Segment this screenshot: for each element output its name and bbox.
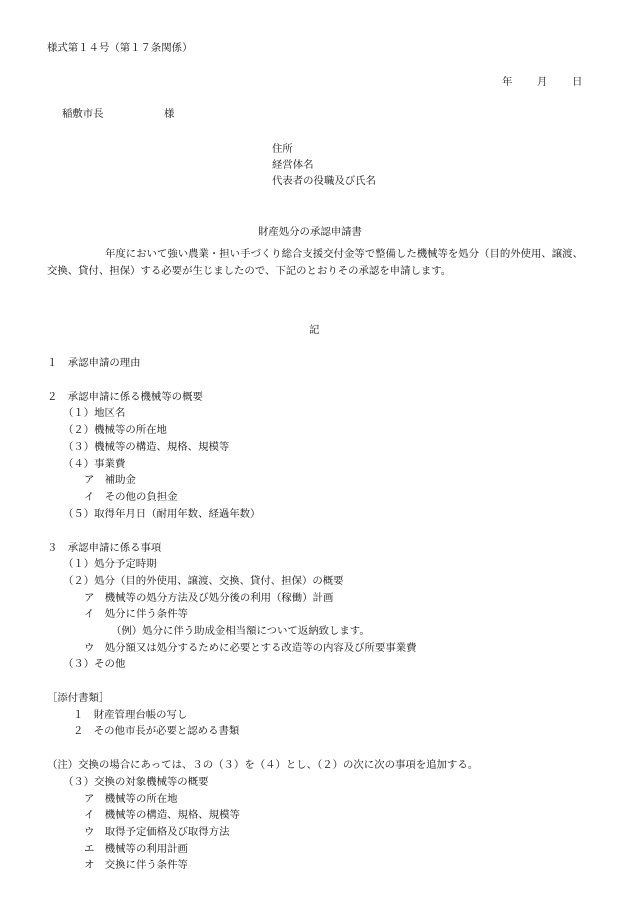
item-3-2-u: ウ 処分額又は処分するために必要とする改造等の内容及び所要事業費 [84,642,417,654]
item-2-3: （３）機械等の構造、規格、規模等 [63,441,230,453]
note-sub-heading: （３）交換の対象機械等の概要 [63,776,209,788]
body-text: 年度において強い農業・担い手づくり総合支援交付金等で整備した機械等を処分（目的外使用、譲渡、交換、貸付、担保）する必要が生じましたので、下記のとおりその承認を申請します。 [47,248,583,277]
note-item-e: エ 機械等の利用計画 [84,843,188,855]
note-item-a: ア 機械等の所在地 [84,793,178,805]
note-item-u: ウ 取得予定価格及び取得方法 [84,826,230,838]
applicant-representative-label: 代表者の役職及び氏名 [272,175,376,187]
attachment-item-2: ２ その他市長が必要と認める書類 [73,725,240,737]
ki-heading: 記 [309,324,320,336]
note-item-o: オ 交換に伴う条件等 [84,859,188,871]
item-2: ２ 承認申請に係る機械等の概要 [47,391,203,403]
item-3: ３ 承認申請に係る事項 [47,542,162,554]
attachment-item-1: １ 財産管理台帳の写し [73,709,188,721]
item-2-2: （２）機械等の所在地 [63,424,167,436]
form-number: 様式第１４号（第１７条関係） [47,42,193,54]
item-2-4-i: イ その他の負担金 [84,491,178,503]
item-3-3: （３）その他 [63,658,126,670]
addressee-name: 稲敷市長 [62,108,104,120]
note-item-i: イ 機械等の構造、規格、規模等 [84,809,240,821]
item-3-1: （１）処分予定時期 [63,558,157,570]
item-3-2-i-example: （例）処分に伴う助成金相当額について返納致します。 [111,625,370,637]
date-day-label: 日 [572,76,583,88]
item-3-2-i: イ 処分に伴う条件等 [84,608,188,620]
item-3-2: （２）処分（目的外使用、譲渡、交換、貸付、担保）の概要 [63,575,344,587]
addressee-honorific: 様 [164,108,175,120]
item-2-4-a: ア 補助金 [84,474,136,486]
item-2-4: （４）事業費 [63,458,126,470]
note-text: （注）交換の場合にあっては、３の（３）を（４）とし、（２）の次に次の事項を追加する。 [47,759,479,771]
applicant-business-name-label: 経営体名 [272,159,314,171]
document-title: 財産処分の承認申請書 [258,226,362,238]
date-month-label: 月 [537,76,548,88]
item-2-1: （１）地区名 [63,407,126,419]
item-3-2-a: ア 機械等の処分方法及び処分後の利用（稼働）計画 [84,592,334,604]
item-1: １ 承認申請の理由 [47,357,141,369]
attachments-heading: ［添付書類］ [47,692,110,704]
applicant-address-label: 住所 [272,143,293,155]
item-2-5: （５）取得年月日（耐用年数、経過年数） [63,508,261,520]
date-year-label: 年 [502,76,513,88]
